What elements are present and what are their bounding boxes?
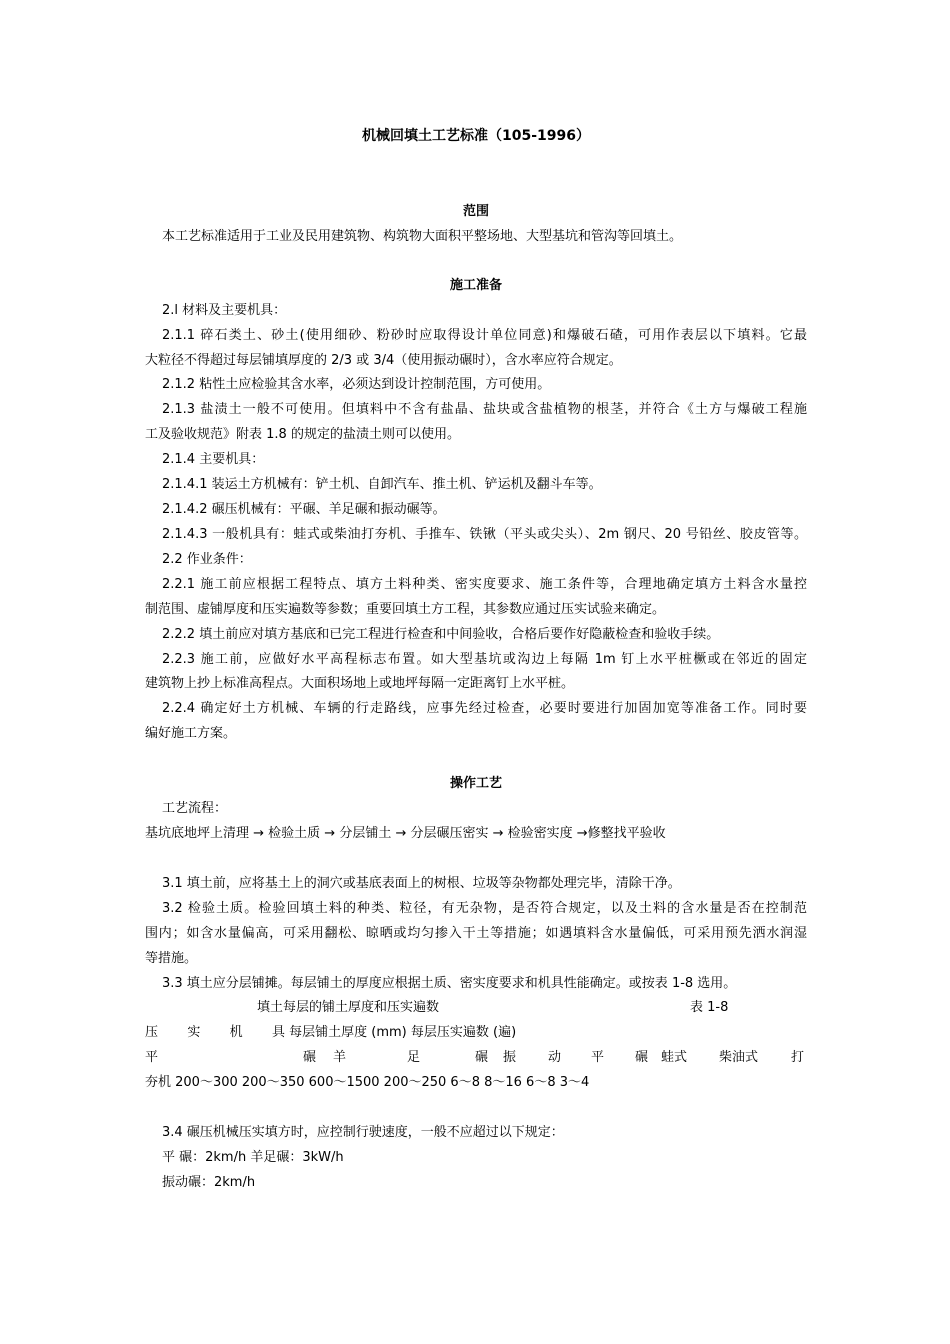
prep-line-2-2-3: 2.2.3 施工前，应做好水平高程标志布置。如大型基坑或沟边上每隔 1m 钉上水平桩橛或在邻近的固定 bbox=[162, 652, 807, 667]
page-title: 机械回填土工艺标准（105-1996） bbox=[362, 128, 590, 144]
table-cell-char: 柴油式 bbox=[719, 1050, 759, 1065]
table-header-char: 机 bbox=[229, 1025, 243, 1040]
section-heading-scope: 范围 bbox=[462, 204, 489, 219]
table-cell-char: 蛙式 bbox=[661, 1050, 688, 1065]
table-cell-char: 振 bbox=[503, 1050, 517, 1065]
table-title: 填土每层的铺土厚度和压实遍数 bbox=[257, 1000, 440, 1015]
table-cell-char: 动 bbox=[548, 1050, 562, 1065]
table-cell-char: 打 bbox=[791, 1050, 805, 1065]
table-cell-char: 平 bbox=[145, 1050, 159, 1065]
prep-line-2-2-1: 2.2.1 施工前应根据工程特点、填方土料种类、密实度要求、施工条件等，合理地确定填方土料含水量控 bbox=[162, 577, 807, 592]
table-header-char: 实 bbox=[187, 1025, 201, 1040]
table-cell-char: 羊 bbox=[333, 1050, 347, 1065]
prep-line-2-1-4: 2.1.4 主要机具： bbox=[162, 452, 265, 467]
speed-limit-line-2: 振动碾：2km/h bbox=[162, 1175, 256, 1190]
prep-line-2-2-4: 2.2.4 确定好土方机械、车辆的行走路线，应事先经过检查，必要时要进行加固加宽等准备工作。同时要 bbox=[162, 701, 807, 716]
process-flow: 基坑底地坪上清理 → 检验土质 → 分层铺土 → 分层碾压密实 → 检验密实度 →修整找平验收 bbox=[145, 826, 666, 841]
table-row-values: 夯机 200～300 200～350 600～1500 200～250 6～8 8～16 6～8 3～4 bbox=[145, 1075, 590, 1090]
section-heading-ops: 操作工艺 bbox=[449, 776, 502, 791]
table-cell-char: 足 bbox=[407, 1050, 421, 1065]
table-header-char: 具 bbox=[271, 1025, 285, 1040]
prep-line-2-1-4-3: 2.1.4.3 一般机具有：蛙式或柴油打夯机、手推车、铁锹（平头或尖头）、2m 钢尺、20 号铅丝、胶皮管等。 bbox=[162, 527, 807, 542]
ops-line-3-2-cont: 围内；如含水量偏高，可采用翻松、晾晒或均匀掺入干土等措施；如遇填料含水量偏低，可采用预先洒水润湿 bbox=[145, 926, 807, 941]
speed-limit-line-1: 平 碾：2km/h 羊足碾：3kW/h bbox=[162, 1150, 344, 1165]
table-header-machine bbox=[145, 1023, 285, 1043]
table-header-row bbox=[145, 1023, 807, 1043]
table-header-char: 压 bbox=[145, 1025, 159, 1040]
table-cell-char: 碾 bbox=[303, 1050, 317, 1065]
ops-line-3-2-end: 等措施。 bbox=[145, 951, 198, 966]
ops-line-3-4: 3.4 碾压机械压实填方时，应控制行驶速度，一般不应超过以下规定： bbox=[162, 1125, 564, 1140]
prep-line-2-1: 2.l 材料及主要机具： bbox=[162, 303, 287, 318]
table-number: 表 1-8 bbox=[690, 1000, 729, 1015]
prep-line-2-1-4-1: 2.1.4.1 装运土方机械有：铲土机、自卸汽车、推土机、铲运机及翻斗车等。 bbox=[162, 477, 602, 492]
prep-line-2-2: 2.2 作业条件： bbox=[162, 552, 252, 567]
prep-line-2-1-4-2: 2.1.4.2 碾压机械有：平碾、羊足碾和振动碾等。 bbox=[162, 502, 446, 517]
prep-line-2-2-2: 2.2.2 填土前应对填方基底和已完工程进行检查和中间验收，合格后要作好隐蔽检查和验收手续。 bbox=[162, 627, 720, 642]
prep-line-2-1-3-cont: 工及验收规范》附表 1.8 的规定的盐渍土则可以使用。 bbox=[145, 427, 460, 442]
prep-line-2-2-4-cont: 编好施工方案。 bbox=[145, 726, 237, 741]
ops-line-3-3: 3.3 填土应分层铺摊。每层铺土的厚度应根据土质、密实度要求和机具性能确定。或按表 1-8 选用。 bbox=[162, 976, 737, 991]
table-header-columns: 每层铺土厚度 (mm) 每层压实遍数 (遍) bbox=[289, 1025, 517, 1040]
prep-line-2-1-3: 2.1.3 盐渍土一般不可使用。但填料中不含有盐晶、盐块或含盐植物的根茎，并符合《土方与爆破工程施 bbox=[162, 402, 807, 417]
ops-line-3-1: 3.1 填土前，应将基土上的洞穴或基底表面上的树根、垃圾等杂物都处理完毕，清除干净。 bbox=[162, 876, 681, 891]
process-flow-label: 工艺流程： bbox=[162, 801, 228, 816]
prep-line-2-1-1: 2.1.1 碎石类土、砂土(使用细砂、粉砂时应取得设计单位同意)和爆破石碴，可用作表层以下填料。它最 bbox=[162, 328, 807, 343]
table-cell-char: 碾 bbox=[475, 1050, 489, 1065]
section-heading-prep: 施工准备 bbox=[449, 278, 502, 293]
table-cell-char: 碾 bbox=[635, 1050, 649, 1065]
table-cell-char: 平 bbox=[591, 1050, 605, 1065]
scope-paragraph: 本工艺标准适用于工业及民用建筑物、构筑物大面积平整场地、大型基坑和管沟等回填土。 bbox=[162, 229, 683, 244]
prep-line-2-2-1-cont: 制范围、虚铺厚度和压实遍数等参数；重要回填土方工程，其参数应通过压实试验来确定。 bbox=[145, 602, 666, 617]
ops-line-3-2: 3.2 检验土质。检验回填土料的种类、粒径，有无杂物，是否符合规定，以及土料的含水量是否在控制范 bbox=[162, 901, 807, 916]
prep-line-2-1-1-cont: 大粒径不得超过每层铺填厚度的 2/3 或 3/4（使用振动碾时），含水率应符合规定。 bbox=[145, 353, 622, 368]
prep-line-2-2-3-cont: 建筑物上抄上标准高程点。大面积场地上或地坪每隔一定距离钉上水平桩。 bbox=[145, 676, 575, 691]
prep-line-2-1-2: 2.1.2 粘性土应检验其含水率，必须达到设计控制范围，方可使用。 bbox=[162, 377, 551, 392]
